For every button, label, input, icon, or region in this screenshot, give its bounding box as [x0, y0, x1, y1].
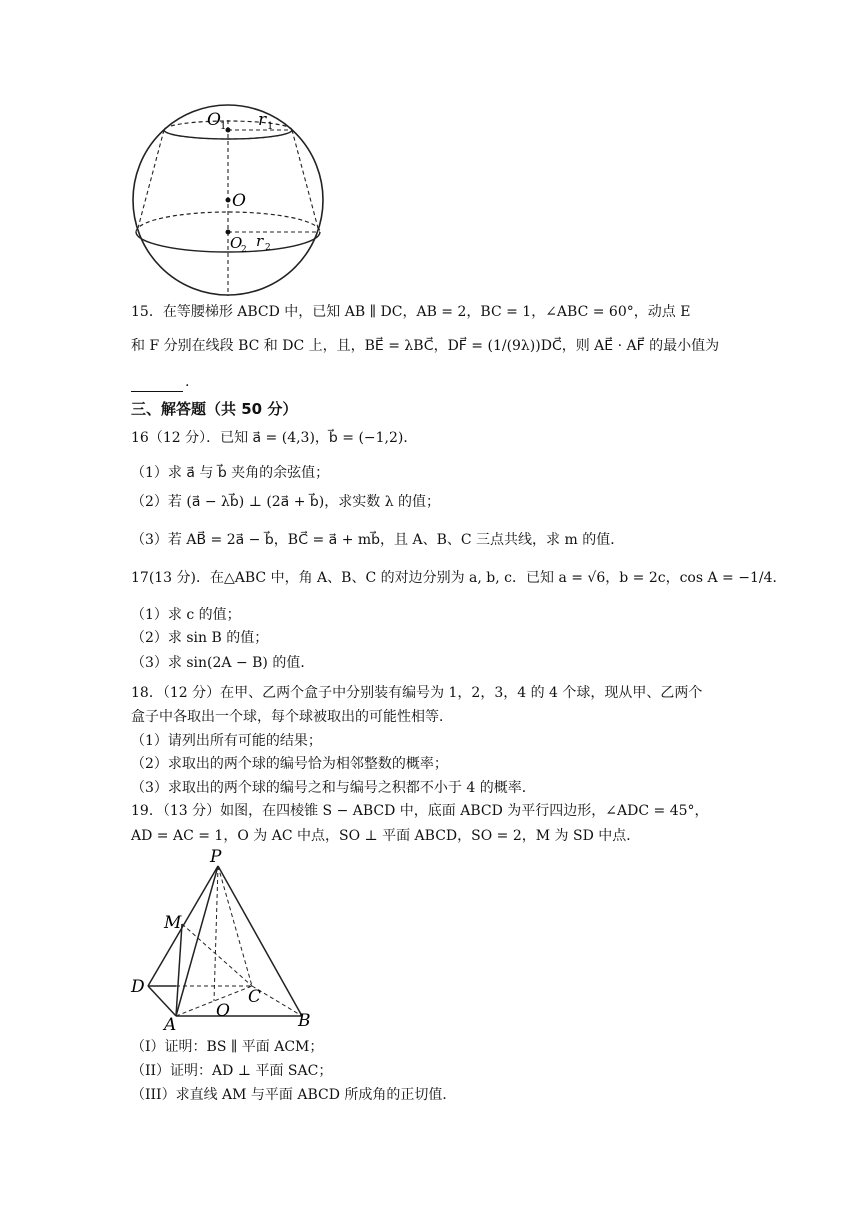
q19-part-1: （I）证明：BS ∥ 平面 ACM；	[131, 1039, 324, 1055]
q17-part-3: （3）求 sin(2A − B) 的值．	[131, 655, 315, 671]
label-o1: O	[207, 110, 221, 130]
label-r2: r	[256, 232, 264, 250]
q18-stem-1: 18．（12 分）在甲、乙两个盒子中分别装有编号为 1，2，3，4 的 4 个球，现从甲、乙两个	[131, 685, 703, 701]
label-r2-sub: 2	[265, 243, 271, 253]
q17-stem: 17(13 分)．在△ABC 中，角 A、B、C 的对边分别为 a, b, c．已知 a = √6，b = 2c，cos A = −1/4．	[131, 570, 787, 586]
section-3-heading: 三、解答题（共 50 分）	[131, 400, 298, 418]
q19-part-3: （III）求直线 AM 与平面 ABCD 所成角的正切值．	[131, 1087, 457, 1103]
label-o1-sub: 1	[220, 121, 227, 132]
label-o: O	[216, 1001, 230, 1021]
edge-pd	[148, 866, 218, 986]
label-c: C	[248, 987, 262, 1007]
q18-part-2: （2）求取出的两个球的编号恰为相邻整数的概率；	[131, 756, 448, 772]
label-o2-sub: 2	[241, 245, 247, 255]
q15-line-3	[131, 372, 820, 392]
q15-period: .	[185, 374, 190, 390]
label-a: A	[164, 1015, 177, 1034]
q16-stem: 16（12 分）．已知 a⃗ = (4,3)，b⃗ = (−1,2)．	[131, 430, 418, 446]
q17-part-2: （2）求 sin B 的值；	[131, 630, 269, 646]
q19-stem-1: 19．（13 分）如图，在四棱锥 S − ABCD 中，底面 ABCD 为平行四边形，∠ADC = 45°，	[131, 803, 709, 819]
label-o: O	[232, 191, 246, 211]
q19-part-2: （II）证明：AD ⊥ 平面 SAC；	[131, 1063, 333, 1079]
answer-blank	[131, 377, 183, 392]
pyramid-figure	[126, 846, 326, 1034]
q18-stem-2: 盒子中各取出一个球，每个球被取出的可能性相等．	[131, 709, 453, 725]
q16-part-2: （2）若 (a⃗ − λb⃗) ⊥ (2a⃗ + b⃗)，求实数 λ 的值；	[131, 494, 441, 510]
q15-line-1: 15．在等腰梯形 ABCD 中，已知 AB ∥ DC，AB = 2，BC = 1，∠ABC = 60°，动点 E	[131, 304, 691, 320]
q18-part-3: （3）求取出的两个球的编号之和与编号之积都不小于 4 的概率．	[131, 780, 536, 796]
label-r1-sub: 1	[267, 121, 274, 132]
q19-stem-2: AD = AC = 1，O 为 AC 中点，SO ⊥ 平面 ABCD，SO = 2，M 为 SD 中点．	[131, 828, 641, 844]
label-b: B	[298, 1011, 311, 1031]
q17-part-1: （1）求 c 的值；	[131, 607, 241, 623]
q18-part-1: （1）请列出所有可能的结果；	[131, 733, 322, 749]
label-r1: r	[258, 110, 267, 130]
q16-part-3: （3）若 AB⃗ = 2a⃗ − b⃗，BC⃗ = a⃗ + mb⃗，且 A、B、C 三点共线，求 m 的值．	[131, 532, 625, 548]
edge-da	[148, 986, 176, 1016]
segment-po	[214, 866, 218, 1001]
edge-pc	[218, 866, 252, 986]
q15-line-2: 和 F 分别在线段 BC 和 DC 上，且，BE⃗ = λBC⃗，DF⃗ = (1/(9λ))DC⃗，则 AE⃗ · AF⃗ 的最小值为	[131, 338, 720, 354]
point-o	[226, 198, 231, 203]
q16-part-1: （1）求 a⃗ 与 b⃗ 夹角的余弦值；	[131, 465, 330, 481]
label-d: D	[131, 977, 145, 997]
label-o2: O	[230, 234, 243, 252]
edge-pa	[176, 866, 218, 1016]
label-p: P	[210, 847, 222, 867]
label-m: M	[164, 913, 182, 933]
sphere-figure	[128, 100, 328, 298]
